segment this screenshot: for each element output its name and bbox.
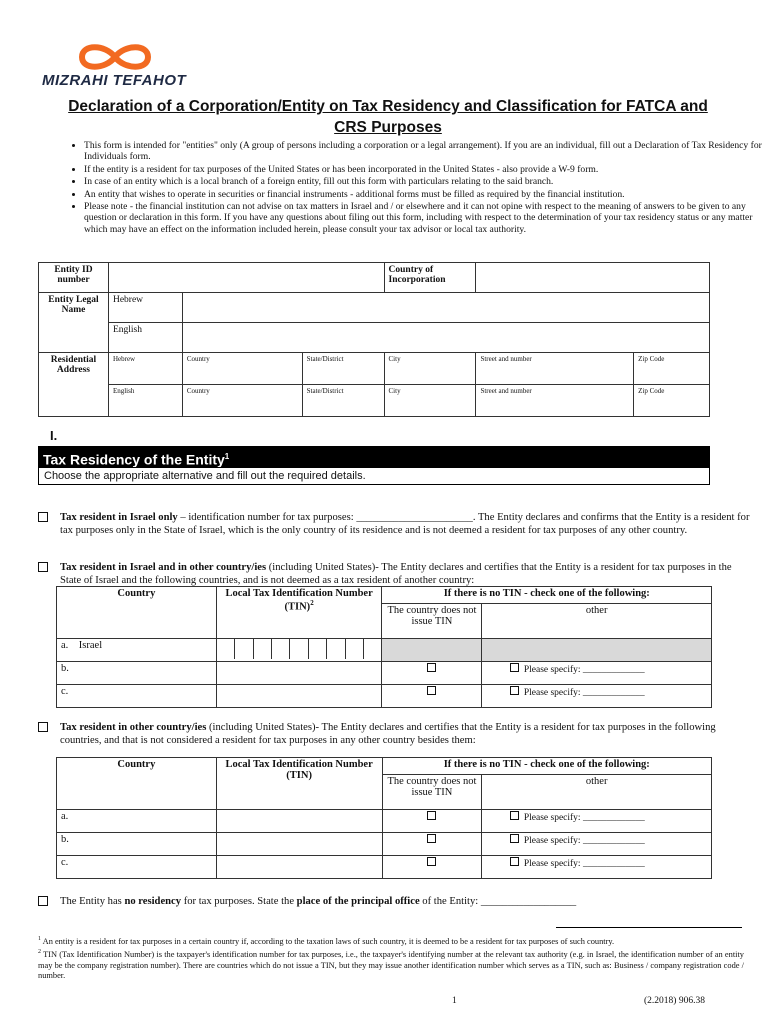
footnote-divider: [556, 927, 742, 928]
entity-id-input[interactable]: [108, 263, 384, 293]
option-label: Tax resident in other country/ies: [60, 722, 207, 733]
section-instruction: Choose the appropriate alternative and fill out the required details.: [38, 467, 710, 485]
tin-input[interactable]: [216, 856, 382, 879]
country-header: Country: [57, 758, 217, 810]
row-label[interactable]: b.: [57, 662, 217, 685]
addr-state-field[interactable]: State/District: [302, 385, 384, 417]
instruction-item: • Please note - the financial institution can not advise on tax matters in Israel and / or elsewhere and it can not opine with respect to the meaning of answers to be given to any question or declaration in this form. If you have any questions about filing out this form, including with respect to the determination of your tax residency status or any matter which may have an effect on the information included herein, please consult your tax advisor or local tax authority.: [84, 201, 764, 235]
title-line-1: Declaration of a Corporation/Entity on Tax Residency and Classification for FATCA and: [68, 98, 708, 115]
instruction-item: • In case of an entity which is a local branch of a foreign entity, fill out this form with particulars relating to the said branch.: [84, 176, 764, 187]
row-label[interactable]: b.: [57, 833, 217, 856]
entity-details-table: [38, 262, 710, 417]
checkbox-israel-only[interactable]: [38, 512, 48, 522]
row-label[interactable]: c.: [57, 856, 217, 879]
no-issue-checkbox[interactable]: [382, 685, 482, 708]
tin-header: [216, 587, 382, 639]
row-label[interactable]: a.: [57, 810, 217, 833]
section-title-bar: [38, 446, 710, 467]
addr-zip-field[interactable]: Zip Code: [634, 385, 710, 417]
tin-input[interactable]: [216, 685, 382, 708]
instructions-list: [62, 140, 764, 236]
option-label: Tax resident in Israel and in other country/ies: [60, 562, 267, 573]
page-title: [30, 96, 746, 138]
option-label: Tax resident in Israel only: [60, 512, 178, 523]
option-israel-only: [38, 512, 748, 552]
form-code: (2.2018) 906.38: [644, 996, 705, 1006]
residential-address-label: Residential Address: [39, 353, 109, 417]
option-text: – identification number for tax purposes: ______________________. The Entity declares and confirms that the Entity is a resident for tax purposes only in the State of Israel, which is the only country of its residence and is not deemed a resident for tax purposes of any other country.: [60, 512, 750, 536]
section-number: I.: [50, 428, 58, 443]
row-label[interactable]: c.: [57, 685, 217, 708]
row-label: a. Israel: [57, 639, 217, 662]
footnote-ref: 2: [310, 599, 314, 607]
other-specify[interactable]: Please specify: _____________: [482, 685, 712, 708]
grayed-cell: [482, 639, 712, 662]
option-text: (including United States)- The Entity declares and certifies that the Entity is a resident for tax purposes in the following countries, and that is not considered a resident for tax purposes in any other country besides them:: [60, 722, 716, 746]
no-issue-header: The country does not issue TIN: [382, 775, 482, 810]
no-issue-checkbox[interactable]: [382, 833, 482, 856]
country-header: Country: [57, 587, 217, 639]
legal-name-english-input[interactable]: [182, 323, 709, 353]
legal-name-english-label: English: [108, 323, 182, 353]
brand-name: MIZRAHI TEFAHOT: [42, 72, 187, 89]
other-header: other: [482, 604, 712, 639]
addr-country-field[interactable]: Country: [182, 385, 302, 417]
addr-english-label: English: [108, 385, 182, 417]
option-other-countries: [38, 722, 748, 750]
grayed-cell: [382, 639, 482, 662]
instruction-item: • This form is intended for "entities" only (A group of persons including a corporation or a legal arrangement). If you are an individual, fill out a Declaration of Tax Residency for Individuals form.: [84, 140, 764, 163]
other-specify[interactable]: Please specify: _____________: [482, 662, 712, 685]
addr-country-field[interactable]: Country: [182, 353, 302, 385]
tin-header-text: Local Tax Identification Number (TIN): [225, 588, 373, 613]
legal-name-label: Entity Legal Name: [39, 293, 109, 353]
israel-label: Israel: [78, 640, 103, 651]
other-header: other: [482, 775, 712, 810]
footnotes: [38, 934, 744, 982]
other-specify[interactable]: Please specify: _____________: [482, 833, 712, 856]
addr-street-field[interactable]: Street and number: [476, 353, 634, 385]
title-line-2: CRS Purposes: [334, 119, 442, 136]
checkbox-other-countries[interactable]: [38, 722, 48, 732]
option-no-residency: The Entity has no residency for tax purposes. State the place of the principal office of the Entity: __________________: [38, 896, 748, 910]
country-incorporation-input[interactable]: [476, 263, 710, 293]
addr-street-field[interactable]: Street and number: [476, 385, 634, 417]
country-table-2: [56, 757, 712, 879]
no-issue-header: The country does not issue TIN: [382, 604, 482, 639]
section-title: Tax Residency of the Entity: [43, 451, 225, 468]
page-number: 1: [452, 996, 457, 1006]
other-specify[interactable]: Please specify: _____________: [482, 810, 712, 833]
addr-city-field[interactable]: City: [384, 385, 476, 417]
addr-hebrew-label: Hebrew: [108, 353, 182, 385]
entity-id-label: Entity ID number: [39, 263, 109, 293]
option-text: (including United States)- The Entity declares and certifies that the Entity is a resident for tax purposes in the State of Israel and the following countries, and is not deemed as a tax resident of another country:: [60, 562, 732, 586]
checkbox-no-residency[interactable]: [38, 896, 48, 906]
no-tin-header: If there is no TIN - check one of the following:: [382, 587, 712, 604]
footnote-1: $^1$ An entity is a resident for tax purposes in a certain country if, according to the taxation laws of such country, it is deemed to be a resident for tax purposes of such country.: [38, 936, 615, 946]
footnote-2: $^2$ TIN (Tax Identification Number) is the taxpayer's identification number for tax purposes, i.e., the taxpayer's identifying number at the relevant tax authority (e.g. in Israel, the identification number of an entity may be the company registration number). There are countries which do not issue a TIN, but they may issue another identification number which serves as a TIN, such as: Business / company registration code / number.: [38, 949, 744, 981]
instruction-item: • An entity that wishes to operate in securities or financial instruments - additional forms must be filled as required by the financial institution.: [84, 189, 764, 200]
mizrahi-logo-icon: [70, 40, 160, 74]
no-tin-header: If there is no TIN - check one of the following:: [382, 758, 712, 775]
legal-name-hebrew-label: Hebrew: [108, 293, 182, 323]
other-specify[interactable]: Please specify: _____________: [482, 856, 712, 879]
legal-name-hebrew-input[interactable]: [182, 293, 709, 323]
footnote-ref: 1: [224, 452, 230, 461]
tin-input[interactable]: [216, 662, 382, 685]
addr-state-field[interactable]: State/District: [302, 353, 384, 385]
addr-city-field[interactable]: City: [384, 353, 476, 385]
checkbox-israel-and-other[interactable]: [38, 562, 48, 572]
no-issue-checkbox[interactable]: [382, 662, 482, 685]
tin-input[interactable]: [216, 810, 382, 833]
tin-header: Local Tax Identification Number (TIN): [216, 758, 382, 810]
tin-input[interactable]: [216, 833, 382, 856]
country-incorporation-label: Country of Incorporation: [384, 263, 476, 293]
instruction-item: • If the entity is a resident for tax purposes of the United States or has been incorporated in the United States - also provide a W-9 form.: [84, 164, 764, 175]
tin-cells-israel[interactable]: [216, 639, 382, 662]
addr-zip-field[interactable]: Zip Code: [634, 353, 710, 385]
no-issue-checkbox[interactable]: [382, 856, 482, 879]
no-issue-checkbox[interactable]: [382, 810, 482, 833]
country-table-1: [56, 586, 712, 708]
